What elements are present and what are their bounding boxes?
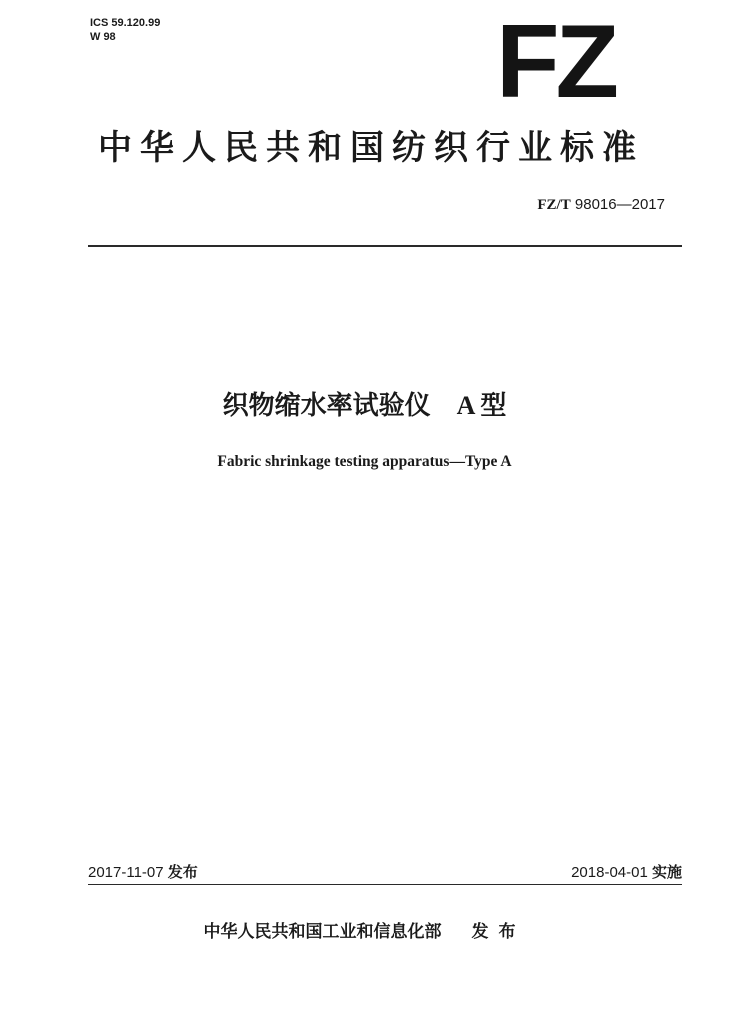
class-code: W 98 xyxy=(90,31,116,43)
fz-logo: FZ xyxy=(496,4,616,120)
standard-category-title: 中华人民共和国纺织行业标准 xyxy=(98,128,644,168)
issue-date xyxy=(88,862,198,883)
document-title-type: A 型 xyxy=(456,391,507,420)
classification-block xyxy=(90,16,160,44)
document-title-main: 织物缩水率试验仪 xyxy=(222,391,431,421)
ics-code: ICS 59.120.99 xyxy=(90,17,161,29)
implementation-date xyxy=(571,862,682,883)
implementation-date-value: 2018-04-01 xyxy=(571,864,648,881)
issue-date-value: 2017-11-07 xyxy=(88,864,164,881)
top-divider xyxy=(88,245,682,247)
publisher-line xyxy=(0,920,729,944)
publisher-action: 发布 xyxy=(471,922,526,942)
document-title-zh xyxy=(0,386,729,426)
issue-date-label: 发布 xyxy=(167,863,198,881)
publisher-name: 中华人民共和国工业和信息化部 xyxy=(203,922,442,942)
document-title-en: Fabric shrinkage testing apparatus—Type A xyxy=(217,453,512,470)
bottom-divider xyxy=(88,884,682,885)
standard-number xyxy=(537,196,665,214)
implementation-date-label: 实施 xyxy=(651,863,682,881)
standard-number-value: 98016—2017 xyxy=(574,196,665,213)
standard-number-prefix: FZ/T xyxy=(537,197,571,213)
